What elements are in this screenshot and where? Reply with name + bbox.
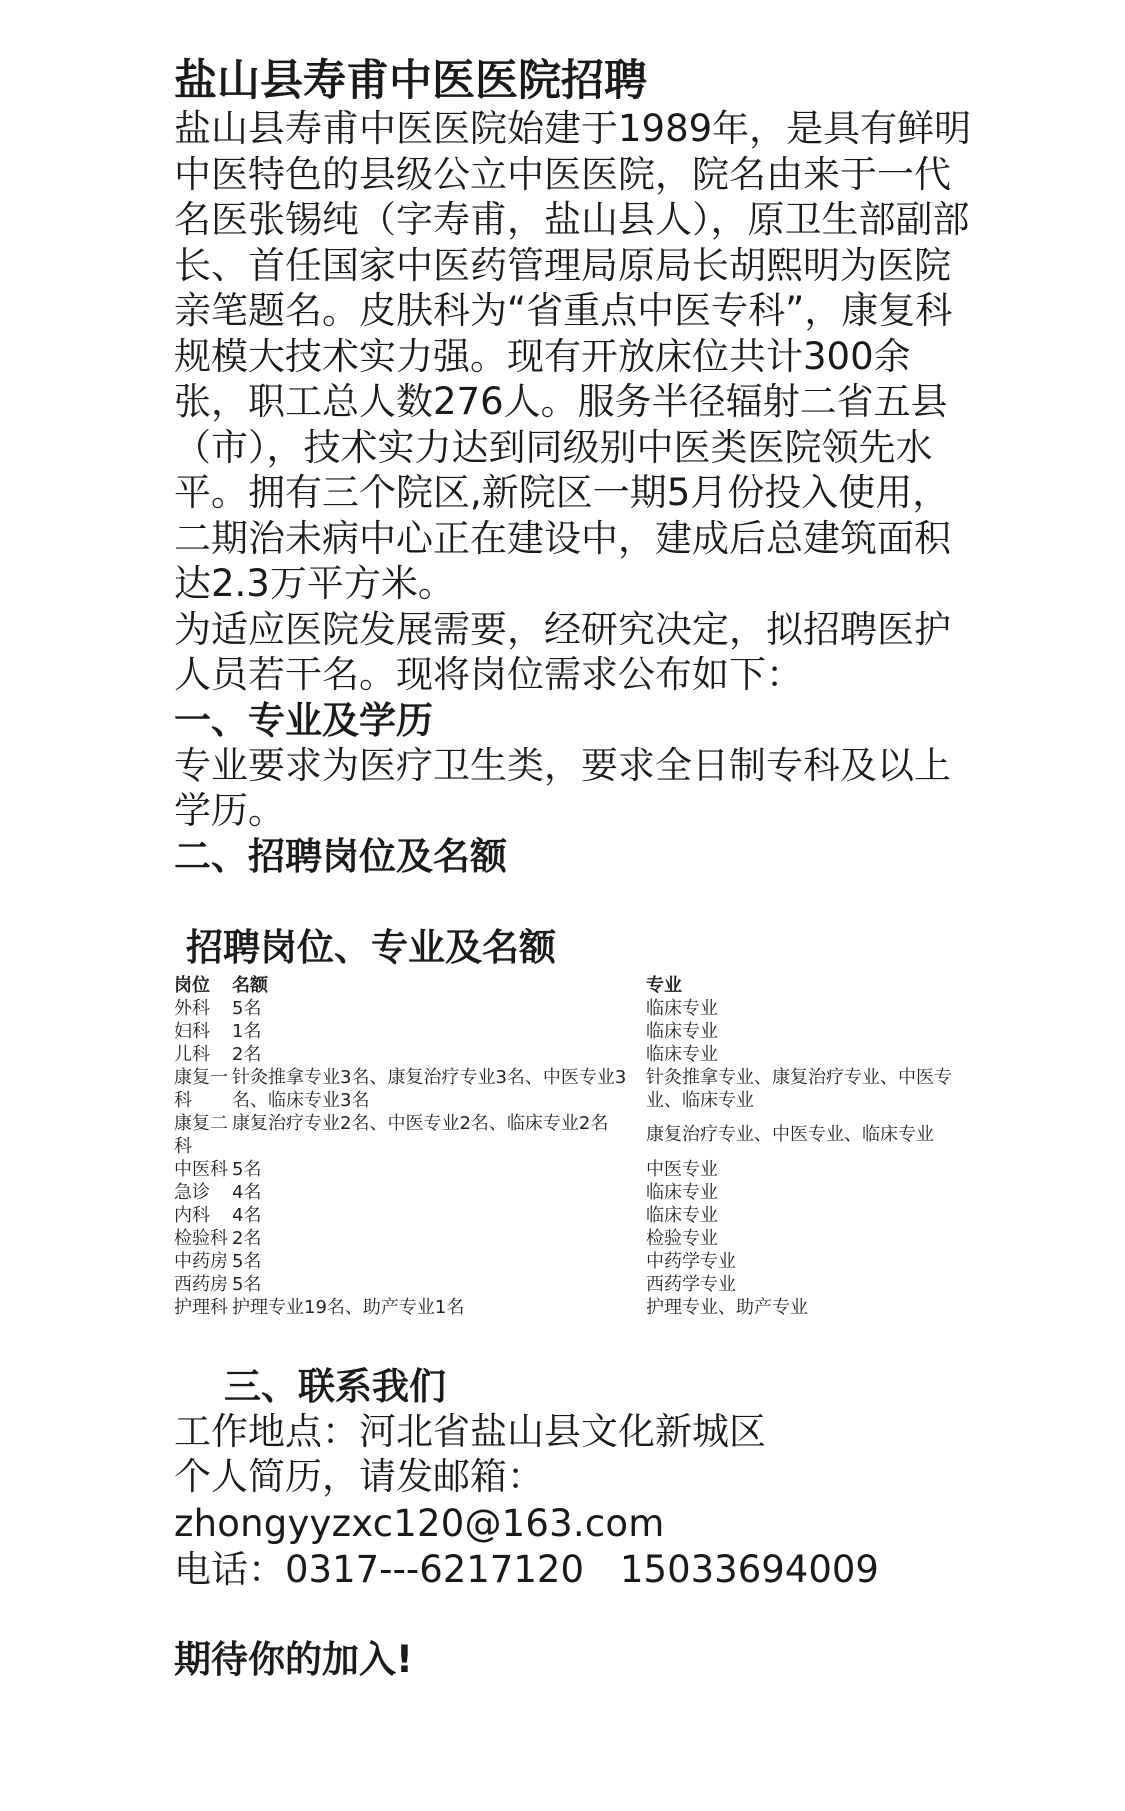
cell-major: 西药学专业 — [646, 1273, 736, 1295]
cell-major: 针灸推拿专业、康复治疗专业、中医专业、临床专业 — [646, 1066, 952, 1111]
table-row — [174, 997, 974, 1020]
column-header-major: 专业 — [646, 974, 682, 996]
cell-major: 检验专业 — [646, 1227, 718, 1249]
cell-position: 西药房 — [174, 1273, 228, 1295]
cell-major: 中药学专业 — [646, 1250, 736, 1272]
cell-major: 中医专业 — [646, 1158, 718, 1180]
table-row — [174, 1158, 974, 1181]
cell-position: 儿科 — [174, 1043, 210, 1065]
section-1-heading: 一、专业及学历 — [174, 698, 433, 742]
cell-quota: 4名 — [232, 1181, 262, 1203]
cell-quota: 2名 — [232, 1227, 262, 1249]
section-2-heading: 二、招聘岗位及名额 — [174, 834, 507, 878]
section-1-text: 专业要求为医疗卫生类，要求全日制专科及以上学历。 — [174, 743, 951, 832]
cell-quota: 2名 — [232, 1043, 262, 1065]
page-title: 盐山县寿甫中医医院招聘 — [174, 56, 647, 106]
cell-quota: 5名 — [232, 1158, 262, 1180]
resume-instruction: 个人简历，请发邮箱： — [174, 1455, 544, 1498]
cell-quota: 康复治疗专业2名、中医专业2名、临床专业2名 — [232, 1112, 609, 1134]
phone-number-landline[interactable]: 0317---6217120 — [285, 1547, 584, 1591]
cell-position: 急诊 — [174, 1181, 210, 1203]
column-header-quota: 名额 — [232, 974, 268, 996]
table-row — [174, 1204, 974, 1227]
cell-position: 检验科 — [174, 1227, 228, 1249]
cell-quota: 5名 — [232, 1273, 262, 1295]
table-row — [174, 1227, 974, 1250]
jobs-table-title: 招聘岗位、专业及名额 — [186, 925, 556, 969]
cell-quota: 1名 — [232, 1020, 262, 1042]
cell-position: 中医科 — [174, 1158, 228, 1180]
cell-quota: 针灸推拿专业3名、康复治疗专业3名、中医专业3名、临床专业3名 — [232, 1066, 627, 1111]
table-row — [174, 1296, 974, 1319]
cell-quota: 4名 — [232, 1204, 262, 1226]
table-row — [174, 1273, 974, 1296]
table-row — [174, 1020, 974, 1043]
cell-position: 外科 — [174, 997, 210, 1019]
table-row — [174, 1250, 974, 1273]
cell-position: 康复二科 — [174, 1112, 228, 1157]
cell-major: 临床专业 — [646, 997, 718, 1019]
column-header-position: 岗位 — [174, 974, 210, 996]
table-row — [174, 1043, 974, 1066]
contact-phone-line — [174, 1547, 974, 1593]
table-row — [174, 1066, 974, 1112]
phone-number-mobile[interactable]: 15033694009 — [620, 1547, 879, 1591]
section-3-heading: 三、联系我们 — [224, 1364, 446, 1408]
cell-major: 临床专业 — [646, 1204, 718, 1226]
cell-major: 康复治疗专业、中医专业、临床专业 — [646, 1124, 934, 1145]
cell-major: 临床专业 — [646, 1181, 718, 1203]
cell-quota: 护理专业19名、助产专业1名 — [232, 1296, 465, 1318]
cell-major: 临床专业 — [646, 1043, 718, 1065]
work-address: 工作地点：河北省盐山县文化新城区 — [174, 1409, 766, 1453]
cell-position: 护理科 — [174, 1296, 228, 1318]
contact-email[interactable]: zhongyyzxc120@163.com — [174, 1501, 665, 1545]
cell-position: 中药房 — [174, 1250, 228, 1272]
cell-quota: 5名 — [232, 997, 262, 1019]
table-row — [174, 1112, 974, 1158]
cell-major: 护理专业、助产专业 — [646, 1296, 808, 1318]
intro-paragraph: 盐山县寿甫中医医院始建于1989年，是具有鲜明中医特色的县级公立中医医院，院名由来于一代名医张锡纯（字寿甫，盐山县人），原卫生部副部长、首任国家中医药管理局原局长胡熙明为医院亲笔题名。皮肤科为“省重点中医专科”，康复科规模大技术实力强。现有开放床位共计300余张，职工总人数276人。服务半径辐射二省五县（市），技术实力达到同级别中医类医院领先水平。拥有三个院区,新院区一期5月份投入使用，二期治未病中心正在建设中，建成后总建筑面积达2.3万平方米。 — [174, 107, 972, 605]
purpose-paragraph: 为适应医院发展需要，经研究决定，拟招聘医护人员若干名。现将岗位需求公布如下： — [174, 607, 951, 696]
jobs-table-body — [174, 997, 974, 1319]
cell-position: 康复一科 — [174, 1066, 228, 1111]
table-row — [174, 1181, 974, 1204]
spacer — [174, 1592, 974, 1637]
cell-major: 临床专业 — [646, 1020, 718, 1042]
spacer — [174, 879, 974, 924]
cell-position: 妇科 — [174, 1020, 210, 1042]
phone-label: 电话： — [174, 1547, 285, 1591]
jobs-table — [174, 974, 974, 1319]
recruitment-document — [174, 56, 974, 1682]
cell-quota: 5名 — [232, 1250, 262, 1272]
spacer — [174, 1319, 974, 1364]
cell-position: 内科 — [174, 1204, 210, 1226]
jobs-table-header — [174, 974, 974, 997]
closing-line: 期待你的加入! — [174, 1638, 413, 1681]
